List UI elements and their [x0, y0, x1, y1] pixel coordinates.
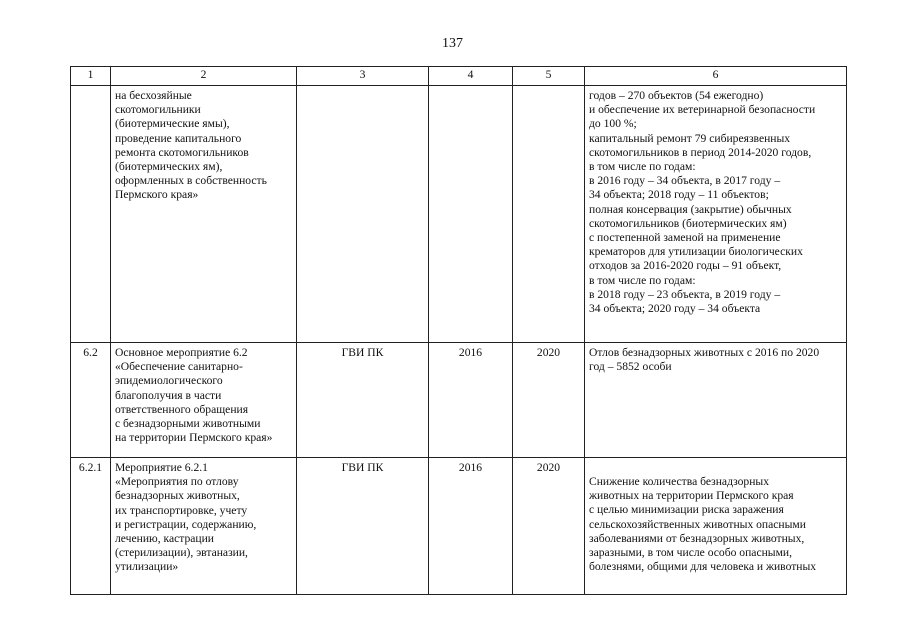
row-number-cell — [71, 86, 111, 343]
table-row-6-2 — [71, 343, 847, 458]
column-header-1: 1 — [71, 67, 111, 86]
executor-cell — [297, 86, 429, 343]
column-header-4: 4 — [429, 67, 513, 86]
measure-name-cell: на бесхозяйные скотомогильники (биотермические ямы), проведение капитального ремонта скотомогильников (биотермических ям), оформленных в собственность Пермского края» — [111, 86, 297, 343]
table-header-row — [71, 67, 847, 86]
expected-result-cell — [585, 458, 847, 595]
expected-result-cell: Отлов безнадзорных животных с 2016 по 2020 год – 5852 особи — [585, 343, 847, 458]
end-year-cell: 2020 — [513, 343, 585, 458]
table-row-continuation — [71, 86, 847, 343]
column-header-2: 2 — [111, 67, 297, 86]
column-header-3: 3 — [297, 67, 429, 86]
table-row-6-2-1 — [71, 458, 847, 595]
end-year-cell — [513, 86, 585, 343]
start-year-cell: 2016 — [429, 343, 513, 458]
executor-cell: ГВИ ПК — [297, 343, 429, 458]
measure-name-cell: Основное мероприятие 6.2 «Обеспечение санитарно- эпидемиологического благополучия в части ответственного обращения с безнадзорными животными на территории Пермского края» — [111, 343, 297, 458]
start-year-cell — [429, 86, 513, 343]
measures-table — [70, 66, 847, 595]
page-number: 137 — [442, 36, 463, 51]
start-year-cell: 2016 — [429, 458, 513, 595]
row-number-cell: 6.2.1 — [71, 458, 111, 595]
column-header-6: 6 — [585, 67, 847, 86]
expected-result-text: Снижение количества безнадзорных животных на территории Пермского края с целью минимизации риска заражения сельскохозяйственных животных опасными заболеваниями от безнадзорных животных, заразными, в том числе особо опасными, болезнями, общими для человека и животных — [589, 475, 817, 574]
row-number-cell: 6.2 — [71, 343, 111, 458]
measure-name-cell: Мероприятие 6.2.1 «Мероприятия по отлову безнадзорных животных, их транспортировке, учету и регистрации, содержанию, лечению, кастрации (стерилизации), эвтаназии, утилизации» — [111, 458, 297, 595]
end-year-cell: 2020 — [513, 458, 585, 595]
executor-cell: ГВИ ПК — [297, 458, 429, 595]
column-header-5: 5 — [513, 67, 585, 86]
expected-result-cell: годов – 270 объектов (54 ежегодно) и обеспечение их ветеринарной безопасности до 100 %; капитальный ремонт 79 сибиреязвенных скотомогильников в период 2014-2020 годов, в том числе по годам: в 2016 году – 34 объекта, в 2017 году – 34 объекта; 2018 году – 11 объектов; полная консервация (закрытие) обычных скотомогильников (биотермических ям) с постепенной заменой на применение крематоров для утилизации биологических отходов за 2016-2020 годы – 91 объект, в том числе по годам: в 2018 году – 23 объекта, в 2019 году – 34 объекта; 2020 году – 34 объекта — [585, 86, 847, 343]
